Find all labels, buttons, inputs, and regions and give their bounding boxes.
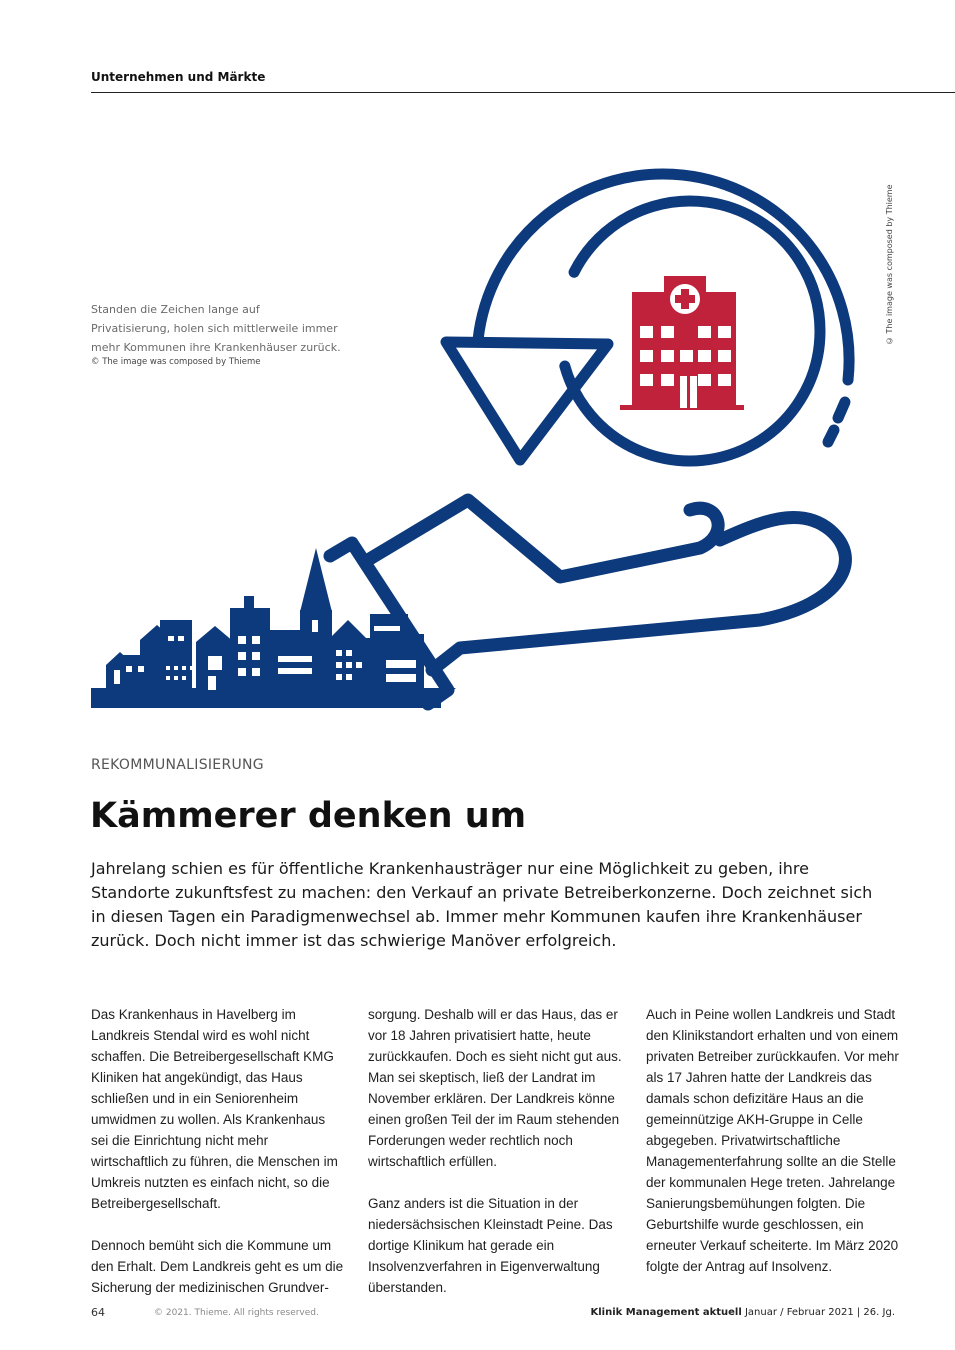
article-title: Kämmerer denken um	[90, 796, 527, 836]
journal-issue: Januar / Februar 2021 | 26. Jg.	[744, 1307, 895, 1318]
rekommunalisierung-illustration	[88, 160, 868, 720]
article-column-2	[368, 1004, 623, 1319]
figure-caption: Standen die Zeichen lange auf Privatisierung, holen sich mittlerweile immer mehr Kommunen ihre Krankenhäuser zurück.	[91, 303, 341, 354]
paragraph: Dennoch bemüht sich die Kommune um den Erhalt. Dem Landkreis geht es um die Sicherung der medizinischen Grundver-	[91, 1238, 344, 1295]
paragraph: Auch in Peine wollen Landkreis und Stadt den Klinikstandort erhalten und von einem privaten Betreiber zurückkaufen. Vor mehr als 17 Jahren hatte der Landkreis das damals schon defizitäre Haus an die gemeinnützige AKH-Gruppe in Celle abgegeben. Privatwirtschaftliche Managementerfahrung sollte an die Stelle der kommunalen Hege treten. Jahrelange Sanierungsbemühungen folgten. Die Geburtshilfe wurde geschlossen, ein erneuter Verkauf scheiterte. Im März 2020 folgte der Antrag auf Insolvenz.	[646, 1007, 899, 1274]
section-header: Unternehmen und Märkte	[91, 70, 266, 84]
article-lead: Jahrelang schien es für öffentliche Krankenhausträger nur eine Möglichkeit zu geben, ihre Standorte zukunftsfest zu machen: den Verkauf an private Betreiberkonzerne. Doch zeichnet sich in diesen Tagen ein Paradigmenwechsel ab. Immer mehr Kommunen kaufen ihre Krankenhäuser zurück. Doch nicht immer ist das schwierige Manöver erfolgreich.	[91, 859, 873, 950]
figure-caption-credit: © The image was composed by Thieme	[91, 357, 261, 367]
article-column-3	[646, 1004, 901, 1298]
paragraph: Das Krankenhaus in Havelberg im Landkreis Stendal wird es wohl nicht schaffen. Die Betreibergesellschaft KMG Kliniken hat angekündigt, das Haus schließen und in ein Seniorenheim umwidmen zu wollen. Als Krankenhaus sei die Einrichtung nicht mehr wirtschaftlich zu führen, die Menschen im Umkreis nutzten es einfach nicht, so die Betreibergesellschaft.	[91, 1007, 338, 1211]
paragraph: Ganz anders ist die Situation in der niedersächsischen Kleinstadt Peine. Das dortige Klinikum hat gerade ein Insolvenzverfahren in Eigenverwaltung überstanden.	[368, 1196, 613, 1295]
article-column-1	[91, 1004, 346, 1319]
article-kicker: REKOMMUNALISIERUNG	[91, 757, 264, 773]
hospital-icon	[620, 276, 744, 410]
town-skyline-icon	[91, 548, 456, 708]
header-rule	[91, 92, 955, 93]
journal-info	[590, 1307, 895, 1318]
paragraph: sorgung. Deshalb will er das Haus, das er vor 18 Jahren privatisiert hatte, heute zurückkaufen. Doch es sieht nicht gut aus. Man sei skeptisch, ließ der Landrat im November erklären. Der Landkreis könne einen großen Teil der im Raum stehenden Forderungen weder rechtlich noch wirtschaftlich erfüllen.	[368, 1007, 622, 1169]
page-number: 64	[91, 1306, 105, 1319]
figure-vertical-credit: © The image was composed by Thieme	[885, 184, 894, 345]
journal-name: Klinik Management aktuell	[590, 1307, 742, 1318]
copyright-notice: © 2021. Thieme. All rights reserved.	[154, 1308, 319, 1318]
